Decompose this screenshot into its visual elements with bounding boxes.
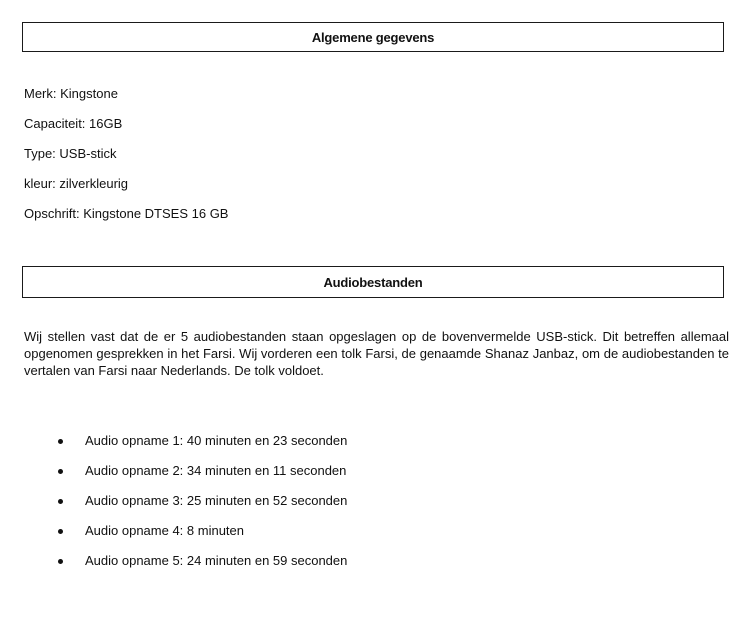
field-brand: Merk: Kingstone <box>24 86 118 101</box>
recording-label: Audio opname 1: 40 minuten en 23 seconden <box>85 433 348 448</box>
device-details-list <box>24 84 228 234</box>
section-title-audio: Audiobestanden <box>323 274 423 290</box>
recording-label: Audio opname 5: 24 minuten en 59 seconden <box>85 553 348 568</box>
list-item <box>58 426 347 456</box>
list-item <box>58 486 347 516</box>
list-item <box>58 516 347 546</box>
bullet-icon <box>58 469 63 474</box>
section-header-audio <box>22 266 724 298</box>
bullet-icon <box>58 439 63 444</box>
audio-description-paragraph: Wij stellen vast dat de er 5 audiobestanden staan opgeslagen op de bovenvermelde USB-stick. Dit betreffen allemaal opgenomen gesprekken in het Farsi. Wij vorderen een tolk Farsi, de genaamde Shanaz Janbaz, om de audiobestanden te vertalen van Farsi naar Nederlands. De tolk voldoet. <box>24 329 729 378</box>
field-type: Type: USB-stick <box>24 146 117 161</box>
list-item <box>58 546 347 576</box>
list-item <box>58 456 347 486</box>
field-color: kleur: zilverkleurig <box>24 176 129 191</box>
recording-label: Audio opname 4: 8 minuten <box>85 523 244 538</box>
section-title-general: Algemene gegevens <box>311 29 435 45</box>
bullet-icon <box>58 559 63 564</box>
audio-recordings-list <box>58 426 347 576</box>
recording-label: Audio opname 3: 25 minuten en 52 seconden <box>85 493 348 508</box>
recording-label: Audio opname 2: 34 minuten en 11 seconden <box>85 463 347 478</box>
bullet-icon <box>58 499 63 504</box>
field-inscription: Opschrift: Kingstone DTSES 16 GB <box>24 206 229 221</box>
bullet-icon <box>58 529 63 534</box>
field-capacity: Capaciteit: 16GB <box>24 116 123 131</box>
section-header-general <box>22 22 724 52</box>
